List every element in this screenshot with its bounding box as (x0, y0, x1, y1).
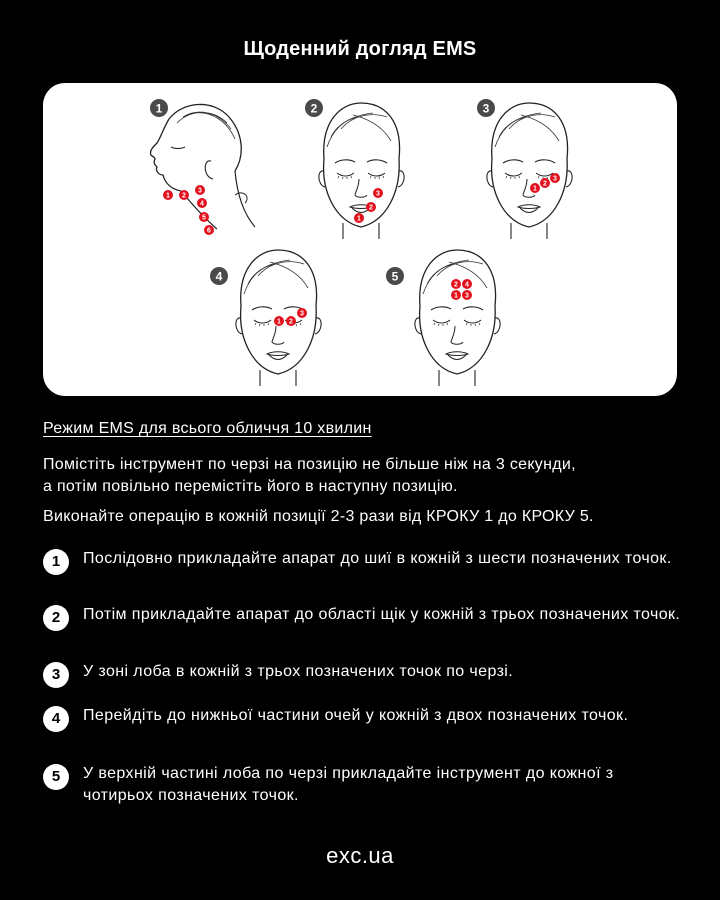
page-title: Щоденний догляд EMS (243, 38, 477, 60)
site-link[interactable]: exc.ua (326, 843, 394, 868)
svg-text:2: 2 (289, 318, 293, 326)
intro-line-3: Виконайте операцію в кожній позиції 2-3 рази від КРОКУ 1 до КРОКУ 5. (43, 508, 594, 525)
step-item-3 (43, 661, 683, 711)
step-item-5 (43, 763, 683, 813)
svg-text:1: 1 (454, 292, 458, 300)
figure-step-5 (415, 250, 500, 386)
step-number-badge: 4 (43, 706, 69, 732)
svg-text:4: 4 (465, 281, 469, 289)
step-text: У зоні лоба в кожній з трьох позначених точок по черзі. (83, 663, 514, 680)
svg-text:2: 2 (182, 192, 186, 200)
svg-text:3: 3 (376, 190, 380, 198)
badge-step-4: 4 (215, 269, 223, 284)
badge-step-2: 2 (310, 101, 318, 116)
svg-text:6: 6 (207, 227, 211, 235)
illustration-panel (43, 83, 677, 396)
badge-step-1: 1 (155, 101, 163, 116)
step-number-badge: 1 (43, 549, 69, 575)
face-diagrams (43, 83, 677, 396)
badge-step-5: 5 (391, 269, 399, 284)
step-number-badge: 5 (43, 764, 69, 790)
mode-intro (43, 454, 683, 536)
mode-title: Режим EMS для всього обличчя 10 хвилин (43, 420, 372, 437)
face-point-markers (163, 173, 560, 326)
step-text: У верхній частині лоба по черзі прикладайте інструмент до кожної з чотирьох позначених точок. (83, 765, 614, 804)
svg-text:1: 1 (277, 318, 281, 326)
intro-text-1 (43, 454, 683, 498)
badge-step-3: 3 (482, 101, 490, 116)
step-number-badge: 2 (43, 605, 69, 631)
svg-text:1: 1 (357, 215, 361, 223)
svg-text:3: 3 (465, 292, 469, 300)
figure-step-3 (487, 103, 572, 239)
svg-text:2: 2 (543, 180, 547, 188)
svg-text:2: 2 (454, 281, 458, 289)
step-number-badge: 3 (43, 662, 69, 688)
svg-text:5: 5 (202, 214, 206, 222)
svg-text:1: 1 (533, 185, 537, 193)
step-text: Потім прикладайте апарат до області щік у кожній з трьох позначених точок. (83, 606, 681, 623)
intro-line-1: Помістіть інструмент по черзі на позицію не більше ніж на 3 секунди, (43, 456, 576, 473)
svg-text:3: 3 (198, 187, 202, 195)
figure-step-1 (150, 101, 255, 229)
step-text: Послідовно прикладайте апарат до шиї в кожній з шести позначених точок. (83, 550, 672, 567)
step-text: Перейдіть до нижньої частини очей у кожній з двох позначених точок. (83, 707, 629, 724)
intro-line-2: а потім повільно перемістіть його в наступну позицію. (43, 478, 458, 495)
step-item-2 (43, 604, 683, 654)
svg-text:3: 3 (553, 175, 557, 183)
svg-text:4: 4 (200, 200, 204, 208)
svg-text:1: 1 (166, 192, 170, 200)
step-item-4 (43, 705, 683, 755)
svg-text:3: 3 (300, 310, 304, 318)
svg-text:2: 2 (369, 204, 373, 212)
step-item-1 (43, 548, 683, 598)
